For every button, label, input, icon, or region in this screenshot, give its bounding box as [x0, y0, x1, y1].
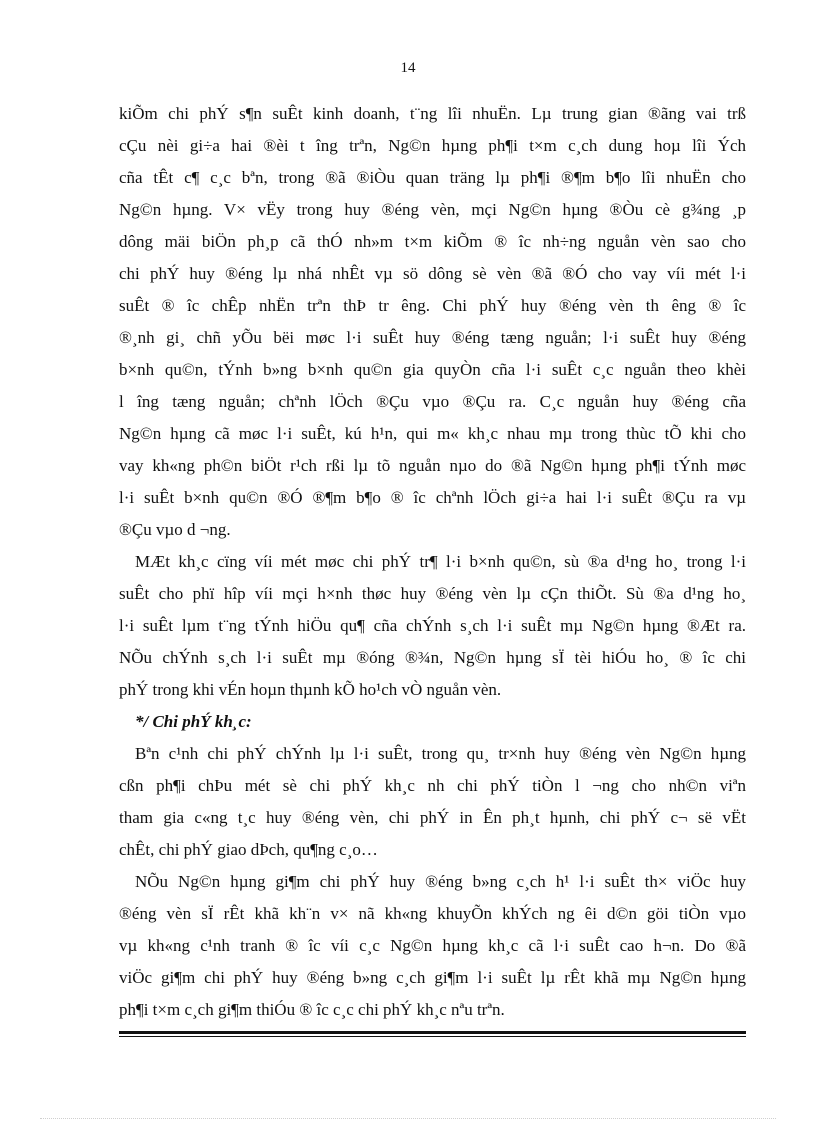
text-line: suÊt ® îc chÊp nhËn trªn thÞ tr êng. Chi phÝ huy ®éng vèn th êng ® îc [119, 296, 746, 315]
text-line: ph¶i t×m c¸ch gi¶m thiÓu ® îc c¸c chi phÝ kh¸c nªu trªn. [119, 1000, 505, 1019]
text-line: dông mäi biÖn ph¸p cã thÓ nh»m t×m kiÕm ® îc nh÷ng nguån vèn sao cho [119, 232, 746, 251]
text-line: NÕu chÝnh s¸ch l·i suÊt mµ ®óng ®¾n, Ng©n hµng sÏ tèi hiÓu ho¸ ® îc chi [119, 648, 746, 667]
page-bottom-border [40, 1118, 776, 1119]
section-heading: */ Chi phÝ kh¸c: [135, 712, 252, 731]
text-line: NÕu Ng©n hµng gi¶m chi phÝ huy ®éng b»ng c¸ch h¹ l·i suÊt th× viÖc huy [135, 872, 746, 891]
text-line: phÝ trong khi vÉn hoµn thµnh kÕ ho¹ch vÒ nguån vèn. [119, 680, 502, 699]
footer-rule [119, 1031, 746, 1039]
text-line: l îng tæng nguån; chªnh lÖch ®Çu vµo ®Çu ra. C¸c nguån huy ®éng cña [119, 392, 746, 411]
text-line: l·i suÊt b×nh qu©n ®Ó ®¶m b¶o ® îc chªnh lÖch gi÷a hai l·i suÊt ®Çu ra vµ [119, 488, 746, 507]
text-line: Ng©n hµng cã møc l·i suÊt, kú h¹n, qui m« kh¸c nhau mµ trong thùc tÕ khi cho [119, 424, 746, 443]
text-line: viÖc gi¶m chi phÝ huy ®éng b»ng c¸ch gi¶m l·i suÊt lµ rÊt khã mµ Ng©n hµng [119, 968, 746, 987]
page-number: 14 [400, 60, 416, 76]
text-line: l·i suÊt lµm t¨ng tÝnh hiÖu qu¶ cña chÝnh s¸ch l·i suÊt mµ Ng©n hµng ®Æt ra. [119, 616, 746, 635]
text-line: suÊt cho phï hîp víi mçi h×nh thøc huy ®éng vèn lµ cÇn thiÕt. Sù ®a d¹ng ho¸ [119, 584, 746, 603]
text-line: vµ kh«ng c¹nh tranh ® îc víi c¸c Ng©n hµng kh¸c cã l·i suÊt cao h¬n. Do ®ã [119, 936, 746, 955]
text-line: cÇu nèi gi÷a hai ®èi t îng trªn, Ng©n hµng ph¶i t×m c¸ch dung hoµ lîi Ých [119, 136, 746, 155]
text-line: chÊt, chi phÝ giao dÞch, qu¶ng c¸o… [119, 840, 378, 859]
text-line: b×nh qu©n, tÝnh b»ng b×nh qu©n gia quyÒn cña l·i suÊt c¸c nguån theo khèi [119, 360, 746, 379]
text-line: Bªn c¹nh chi phÝ chÝnh lµ l·i suÊt, trong qu¸ tr×nh huy ®éng vèn Ng©n hµng [135, 744, 746, 763]
text-line: kiÕm chi phÝ s¶n suÊt kinh doanh, t¨ng lîi nhuËn. Lµ trung gian ®ãng vai trß [119, 104, 746, 123]
text-line: ®Çu vµo d ¬ng. [119, 520, 231, 539]
text-line: ®¸nh gi¸ chñ yÕu bëi møc l·i suÊt huy ®éng tæng nguån; l·i suÊt huy ®éng [119, 328, 746, 347]
text-line: ®éng vèn sÏ rÊt khã kh¨n v× nã kh«ng khuyÕn khÝch ng êi d©n göi tiÒn vµo [119, 904, 746, 923]
text-line: cña tÊt c¶ c¸c bªn, trong ®ã ®iÒu quan träng lµ ph¶i ®¶m b¶o lîi nhuËn cho [119, 168, 746, 187]
document-body [119, 98, 746, 1026]
text-line: cßn ph¶i chÞu mét sè chi phÝ kh¸c nh chi phÝ tiÒn l ¬ng cho nh©n viªn [119, 776, 746, 795]
text-line: chi phÝ huy ®éng lµ nhá nhÊt vµ sö dông sè vèn ®ã ®Ó cho vay víi mét l·i [119, 264, 746, 283]
text-line: Ng©n hµng. V× vËy trong huy ®éng vèn, mçi Ng©n hµng ®Òu cè g¾ng ¸p [119, 200, 746, 219]
text-line: vay kh«ng ph©n biÖt r¹ch rßi lµ tõ nguån nµo do ®ã Ng©n hµng ph¶i tÝnh møc [119, 456, 746, 475]
text-line: MÆt kh¸c cïng víi mét møc chi phÝ tr¶ l·i b×nh qu©n, sù ®a d¹ng ho¸ trong l·i [135, 552, 746, 571]
text-line: tham gia c«ng t¸c huy ®éng vèn, chi phÝ in Ên ph¸t hµnh, chi phÝ c¬ së vËt [119, 808, 746, 827]
